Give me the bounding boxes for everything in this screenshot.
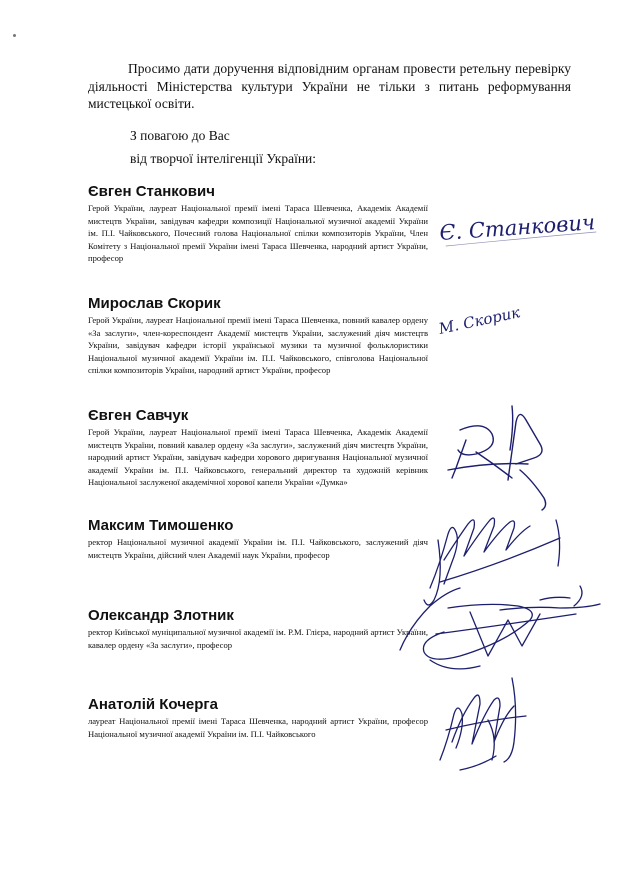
- signer-block-skoryk: [88, 295, 428, 377]
- scan-speck: [13, 34, 16, 37]
- signer-bio: ректор Національної музичної академії України ім. П.І. Чайковського, заслужений діяч мистецтв України, дійсний член Академії наук України, професор: [88, 537, 428, 560]
- signer-name: Олександр Злотник: [88, 607, 234, 624]
- signer-bio: Герой України, лауреат Національної премії імені Тараса Шевченка, повний кавалер ордену «За заслуги», член-кореспондент Академії мистецтв України, заслужений діяч мистецтв України, завідувач кафедри історії української музики та музичної фольклористики Національної музичної академії України ім. П.І. Чайковського, співголова Національної спілки композиторів України, народний артист України, професор: [88, 315, 428, 376]
- signer-block-savchuk: [88, 407, 428, 489]
- closing-from: від творчої інтелігенції України:: [130, 151, 317, 166]
- signer-block-tymoshenko: [88, 517, 428, 561]
- signer-block-stankovych: [88, 183, 428, 265]
- signer-block-kocherga: [88, 696, 428, 740]
- svg-text:М. Скорик: М. Скорик: [437, 303, 522, 338]
- signer-bio: Герой України, лауреат Національної премії імені Тараса Шевченка, Академік Академії мистецтв України, завідувач кафедри композиції Національної музичної академії України ім. П.І. Чайковського, Почесний голова Національної спілки композиторів України, Член Комітету з Національної премії України імені Тараса Шевченка, народний артист України, професор: [88, 203, 428, 264]
- signer-name: Євген Станкович: [88, 183, 215, 200]
- signer-name: Максим Тимошенко: [88, 517, 234, 534]
- signer-bio: лауреат Національної премії імені Тараса Шевченка, народний артист України, професор Національної музичної академії України ім. П.І. Чайковського: [88, 716, 428, 739]
- signature-tymoshenko: [424, 518, 570, 605]
- closing-regards: З повагою до Вас: [130, 128, 230, 143]
- svg-text:Є. Станкович: Є. Станкович: [438, 210, 596, 245]
- signature-zlotnyk: [400, 586, 600, 669]
- signer-bio: ректор Київської муніципальної музичної академії ім. Р.М. Глієра, народний артист України, кавалер ордену «За заслуги», професор: [88, 627, 428, 650]
- signer-name: Мирослав Скорик: [88, 295, 221, 312]
- signer-block-zlotnyk: [88, 607, 428, 651]
- signature-kocherga: [440, 678, 526, 770]
- intro-paragraph: Просимо дати доручення відповідним органам провести ретельну перевірку діяльності Міністерства культури України не тільки з питань реформування мистецької освіти.: [88, 61, 571, 111]
- signer-bio: Герой України, лауреат Національної премії імені Тараса Шевченка, Академік Академії мистецтв України, повний кавалер ордену «За заслуги», заслужений діяч мистецтв України, народний артист України, завідувач кафедри хорового диригування Національної музичної академії України ім. П.І. Чайковського, генеральний директор та художній керівник Національної заслуженої академічної хорової капели України «Думка»: [88, 427, 428, 488]
- signer-name: Євген Савчук: [88, 407, 189, 424]
- signature-skoryk: [436, 303, 522, 338]
- signer-name: Анатолій Кочерга: [88, 696, 219, 713]
- signature-savchuk: [448, 406, 546, 510]
- signature-stankovych: [439, 210, 596, 246]
